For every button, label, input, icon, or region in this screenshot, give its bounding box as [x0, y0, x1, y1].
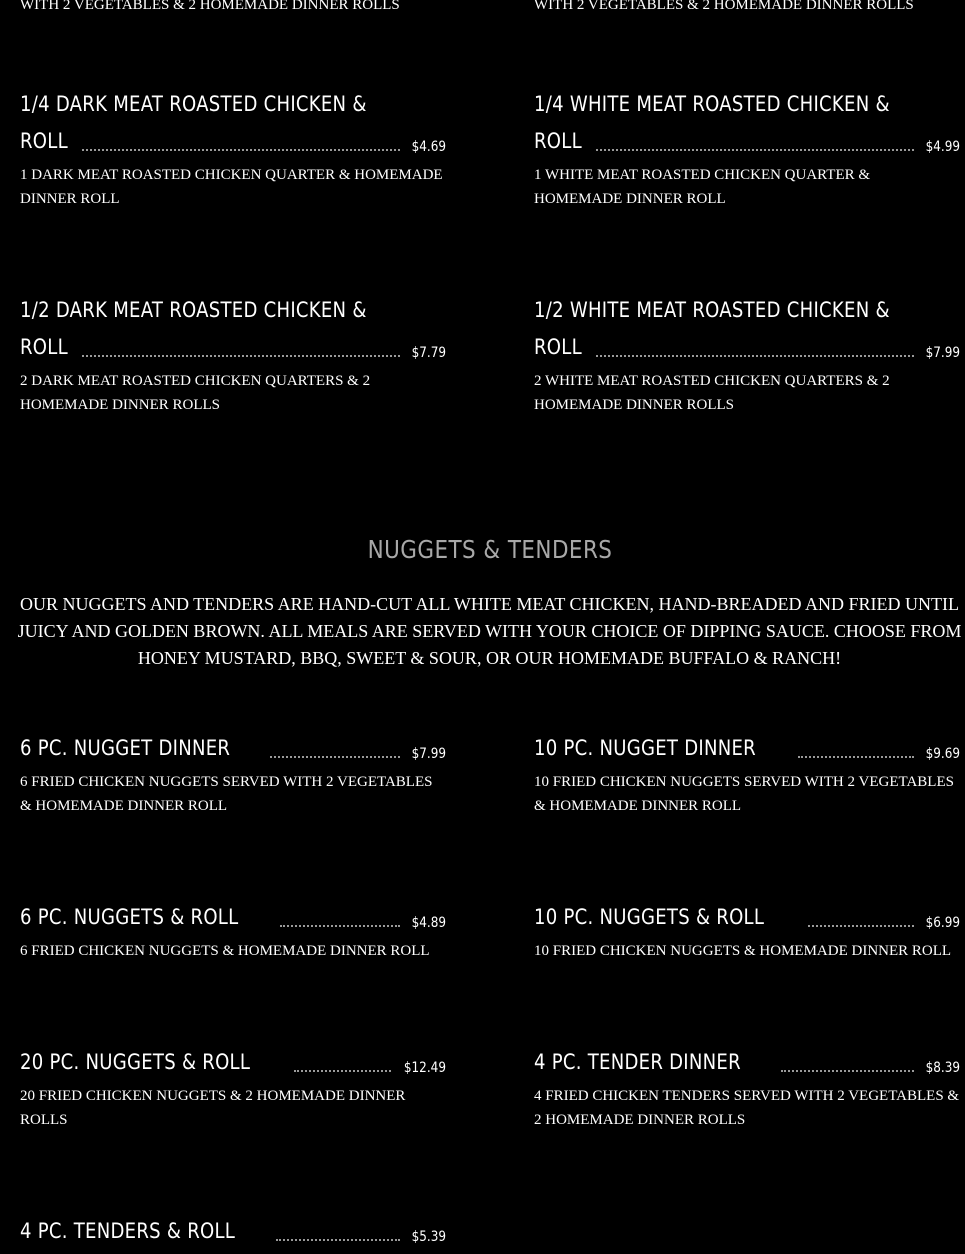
leader-dots	[808, 925, 914, 927]
item-price: $7.99	[411, 746, 446, 762]
item-price: $12.49	[403, 1060, 446, 1076]
item-name-continued: ROLL	[20, 129, 68, 153]
item-name: 1/4 WHITE MEAT ROASTED CHICKEN &	[534, 92, 890, 116]
menu-item-4pc-tender-dinner	[534, 1044, 960, 1132]
item-description: 10 FRIED CHICKEN NUGGETS & HOMEMADE DINNER ROLL	[534, 943, 952, 959]
partial-item-description-right: WITH 2 VEGETABLES & 2 HOMEMADE DINNER ROLLS	[534, 0, 914, 13]
item-price: $7.79	[411, 345, 446, 361]
leader-dots	[276, 1239, 400, 1241]
item-price: $4.89	[411, 915, 446, 931]
item-name-continued: ROLL	[534, 129, 582, 153]
menu-item-10pc-nugget-dinner	[534, 730, 960, 818]
item-name: 4 PC. TENDER DINNER	[534, 1050, 741, 1074]
item-description: 6 FRIED CHICKEN NUGGETS SERVED WITH 2 VEGETABLES & HOMEMADE DINNER ROLL	[20, 774, 433, 814]
leader-dots	[270, 756, 399, 758]
item-name: 1/2 WHITE MEAT ROASTED CHICKEN &	[534, 298, 890, 322]
item-name: 6 PC. NUGGET DINNER	[20, 736, 231, 760]
item-name: 1/4 DARK MEAT ROASTED CHICKEN &	[20, 92, 367, 116]
item-name-continued: ROLL	[20, 335, 68, 359]
item-description: 6 FRIED CHICKEN NUGGETS & HOMEMADE DINNER ROLL	[20, 943, 430, 959]
item-name: 4 PC. TENDERS & ROLL	[20, 1219, 236, 1243]
item-name: 6 PC. NUGGETS & ROLL	[20, 905, 239, 929]
menu-item-quarter-dark-roasted	[20, 86, 446, 211]
item-description: 20 FRIED CHICKEN NUGGETS & 2 HOMEMADE DINNER ROLLS	[20, 1088, 406, 1128]
section-title: NUGGETS & TENDERS	[367, 535, 613, 564]
item-name: 10 PC. NUGGETS & ROLL	[534, 905, 765, 929]
leader-dots	[294, 1070, 391, 1072]
item-description: 2 WHITE MEAT ROASTED CHICKEN QUARTERS & 2 HOMEMADE DINNER ROLLS	[534, 373, 890, 413]
item-price: $8.39	[925, 1060, 960, 1076]
leader-dots	[781, 1070, 914, 1072]
item-price: $5.39	[411, 1229, 446, 1245]
section-description: OUR NUGGETS AND TENDERS ARE HAND-CUT ALL WHITE MEAT CHICKEN, HAND-BREADED AND FRIED UNTIL JUICY AND GOLDEN BROWN. ALL MEALS ARE SERVED WITH YOUR CHOICE OF DIPPING SAUCE. CHOOSE FROM HONEY MUSTARD, BBQ, SWEET & SOUR, OR OUR HOMEMADE BUFFALO & RANCH!	[17, 594, 962, 668]
item-description: 10 FRIED CHICKEN NUGGETS SERVED WITH 2 VEGETABLES & HOMEMADE DINNER ROLL	[534, 774, 954, 814]
menu-item-6pc-nuggets-roll	[20, 899, 446, 963]
menu-item-half-white-roasted	[534, 292, 960, 417]
menu-item-quarter-white-roasted	[534, 86, 960, 211]
leader-dots	[596, 149, 914, 151]
leader-dots	[82, 355, 400, 357]
item-price: $6.99	[925, 915, 960, 931]
leader-dots	[280, 925, 400, 927]
item-description: 1 DARK MEAT ROASTED CHICKEN QUARTER & HOMEMADE DINNER ROLL	[20, 167, 443, 207]
item-description: 1 WHITE MEAT ROASTED CHICKEN QUARTER & HOMEMADE DINNER ROLL	[534, 167, 871, 207]
menu-item-20pc-nuggets-roll	[20, 1044, 446, 1132]
item-name: 10 PC. NUGGET DINNER	[534, 736, 756, 760]
menu-item-6pc-nugget-dinner	[20, 730, 446, 818]
item-name-continued: ROLL	[534, 335, 582, 359]
item-price: $7.99	[925, 345, 960, 361]
menu-item-10pc-nuggets-roll	[534, 899, 960, 963]
item-price: $4.99	[925, 139, 960, 155]
leader-dots	[798, 756, 914, 758]
leader-dots	[596, 355, 914, 357]
item-description: 4 FRIED CHICKEN TENDERS SERVED WITH 2 VEGETABLES & 2 HOMEMADE DINNER ROLLS	[534, 1088, 960, 1128]
item-name: 20 PC. NUGGETS & ROLL	[20, 1050, 251, 1074]
item-description: 2 DARK MEAT ROASTED CHICKEN QUARTERS & 2 HOMEMADE DINNER ROLLS	[20, 373, 371, 413]
item-price: $4.69	[411, 139, 446, 155]
menu-item-half-dark-roasted	[20, 292, 446, 417]
partial-item-description-left: WITH 2 VEGETABLES & 2 HOMEMADE DINNER ROLLS	[20, 0, 400, 13]
item-price: $9.69	[925, 746, 960, 762]
item-name: 1/2 DARK MEAT ROASTED CHICKEN &	[20, 298, 367, 322]
menu-item-4pc-tenders-roll	[20, 1213, 446, 1250]
leader-dots	[82, 149, 400, 151]
